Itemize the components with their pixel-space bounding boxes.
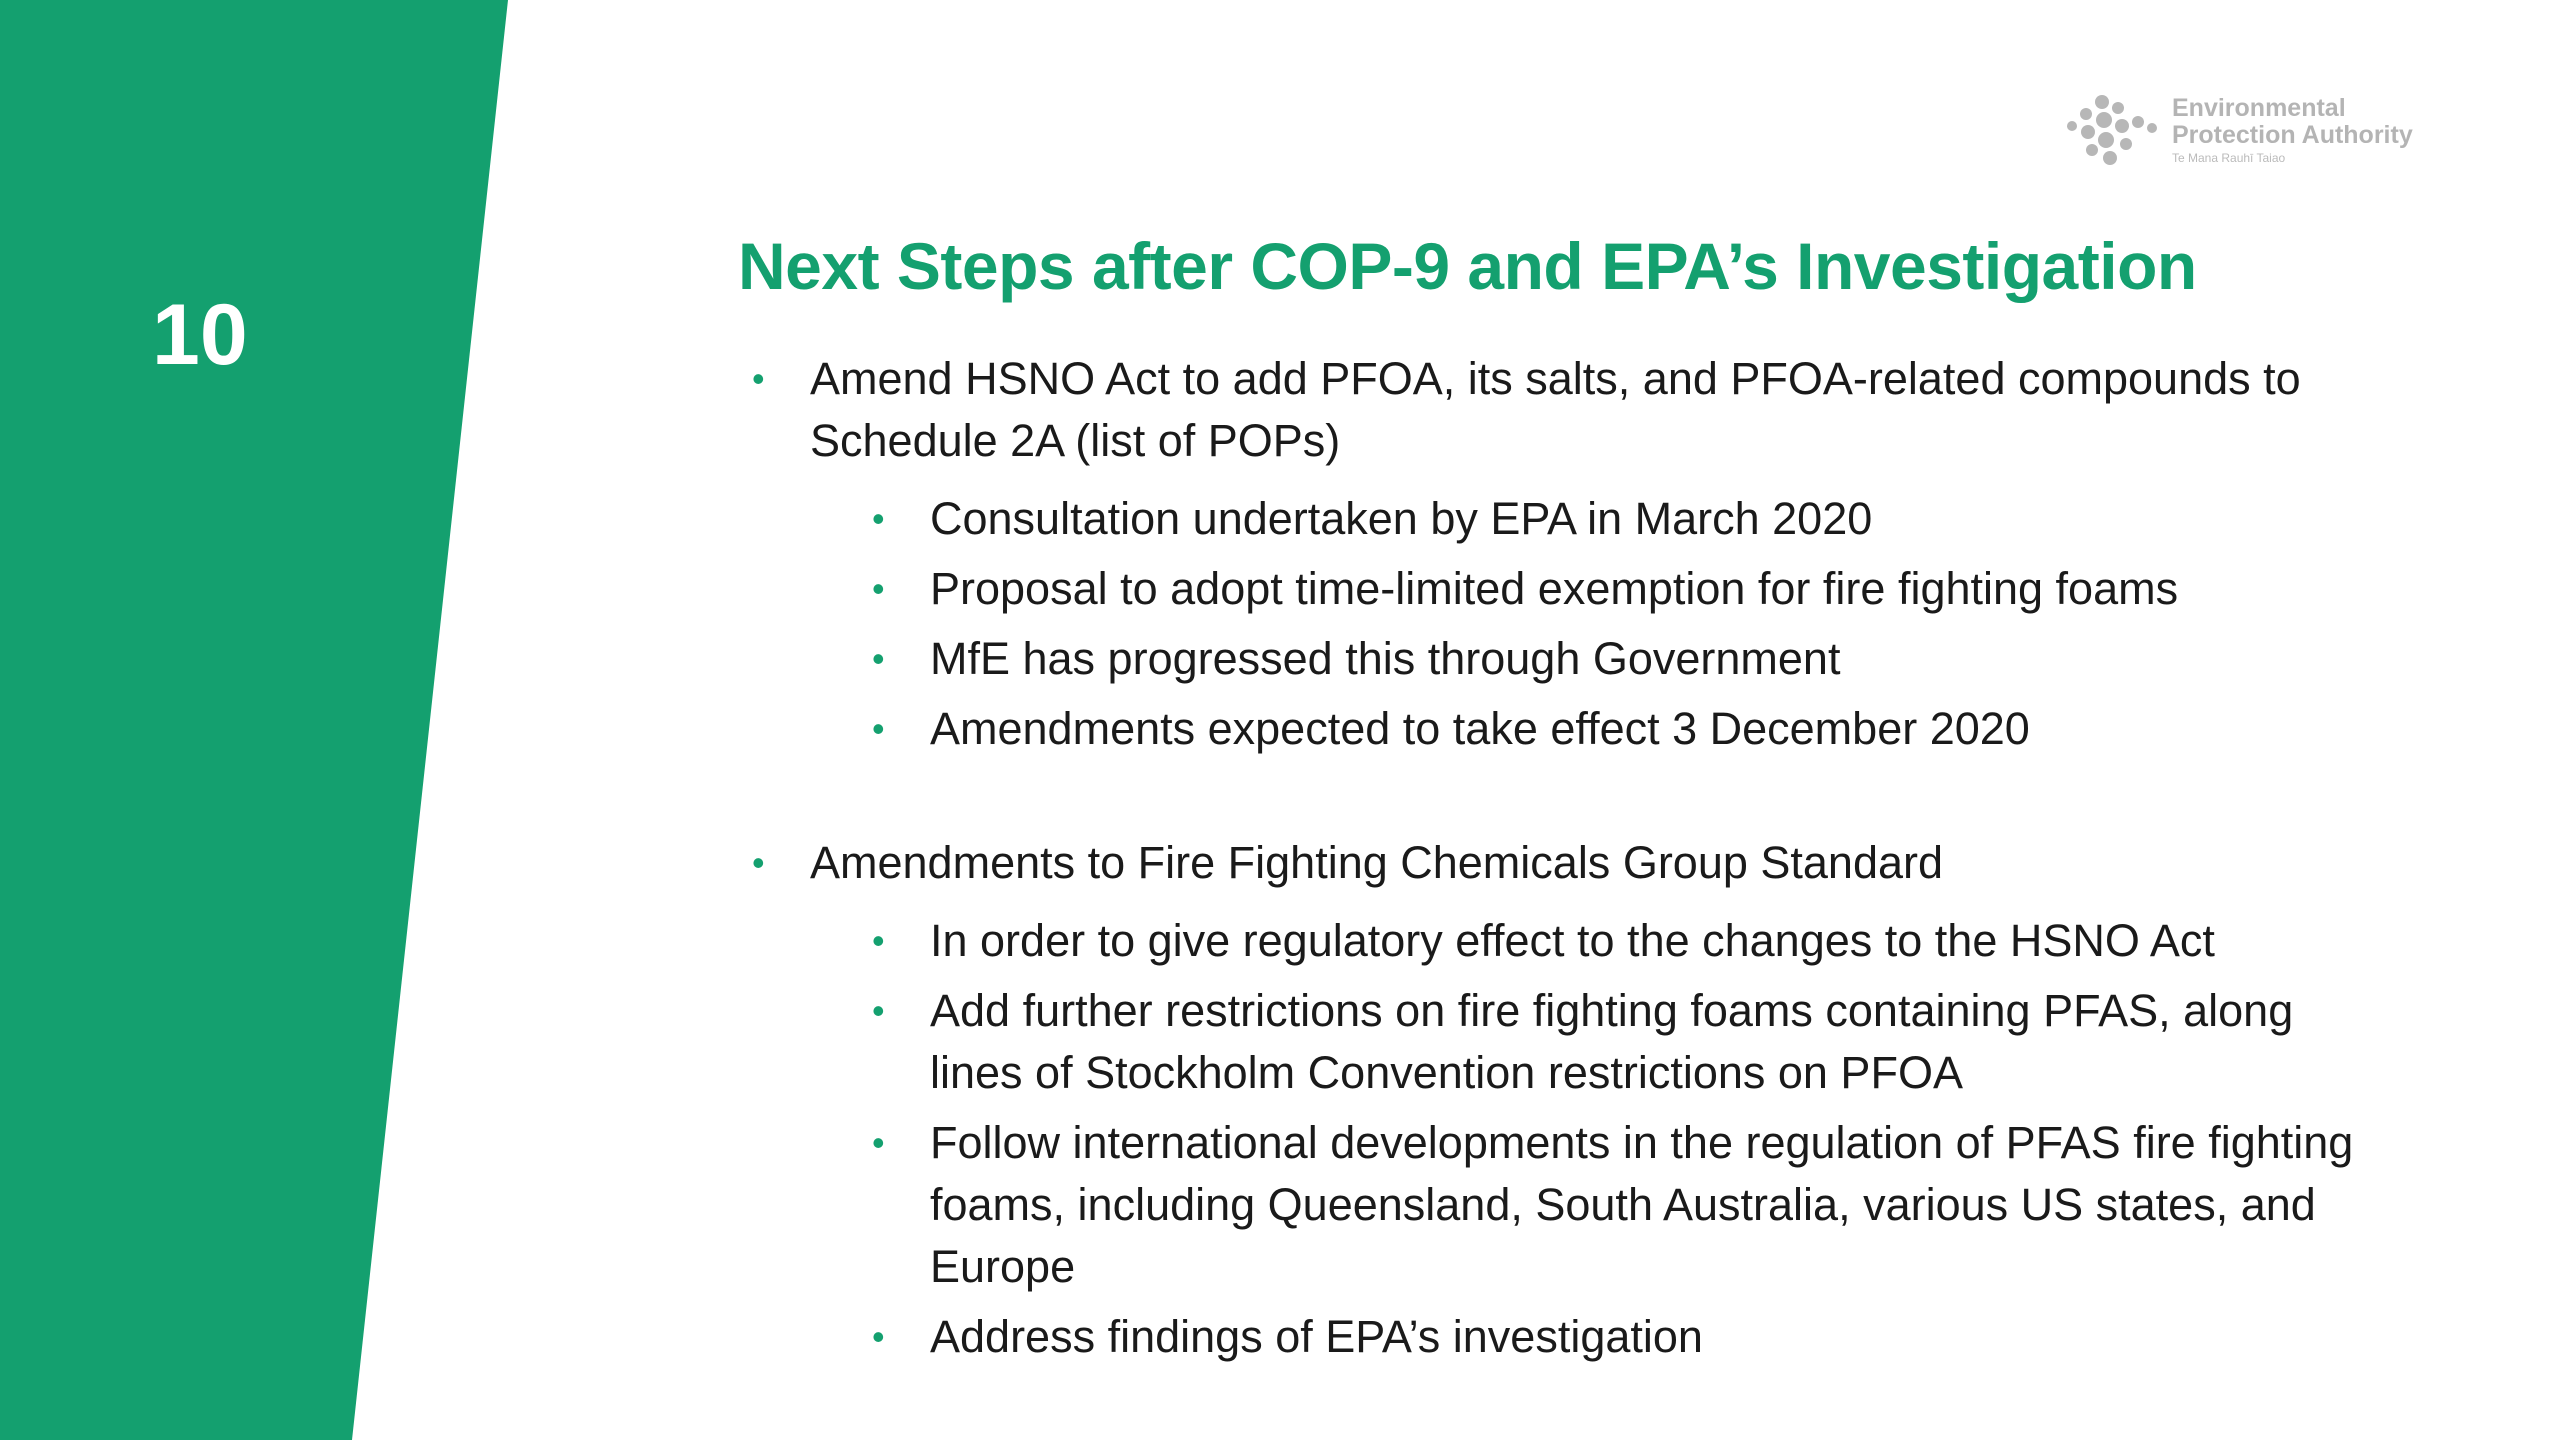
sub-bullet-item: • In order to give regulatory effect to the changes to the HSNO Act: [810, 910, 2388, 972]
bullet-list: [748, 348, 2388, 1368]
sub-bullet-item: • Address findings of EPA’s investigation: [810, 1306, 2388, 1368]
slide-number: 10: [152, 287, 248, 383]
sub-bullet-list: [810, 488, 2388, 760]
sub-bullet-item: • Proposal to adopt time-limited exemption for fire fighting foams: [810, 558, 2388, 620]
epa-logo: [2062, 92, 2462, 172]
spacer: [748, 768, 2388, 832]
epa-logo-text: [2172, 96, 2413, 164]
bullet-item: [748, 348, 2388, 760]
sub-bullet-item: • Amendments expected to take effect 3 December 2020: [810, 698, 2388, 760]
slide-content: [748, 348, 2388, 1376]
bullet-text: Amendments to Fire Fighting Chemicals Group Standard: [810, 837, 1944, 888]
sub-bullet-item: • Consultation undertaken by EPA in March 2020: [810, 488, 2388, 550]
logo-line-1: Environmental: [2172, 94, 2346, 122]
epa-logo-dots-icon: [2062, 92, 2162, 172]
sub-bullet-item: • Follow international developments in the regulation of PFAS fire fighting foams, including Queensland, South Australia, various US states, and Europe: [810, 1112, 2388, 1298]
logo-line-2: Protection Authority: [2172, 121, 2413, 149]
slide-title: Next Steps after COP-9 and EPA’s Investigation: [738, 229, 2197, 303]
bullet-item: [748, 832, 2388, 1368]
bullet-text: Amend HSNO Act to add PFOA, its salts, and PFOA-related compounds to Schedule 2A (list of POPs): [810, 353, 2301, 466]
sub-bullet-item: • Add further restrictions on fire fighting foams containing PFAS, along lines of Stockholm Convention restrictions on PFOA: [810, 980, 2388, 1104]
logo-line-3: Te Mana Rauhī Taiao: [2172, 151, 2286, 165]
side-accent-band: [0, 0, 520, 1440]
sub-bullet-list: [810, 910, 2388, 1368]
sub-bullet-item: • MfE has progressed this through Government: [810, 628, 2388, 690]
